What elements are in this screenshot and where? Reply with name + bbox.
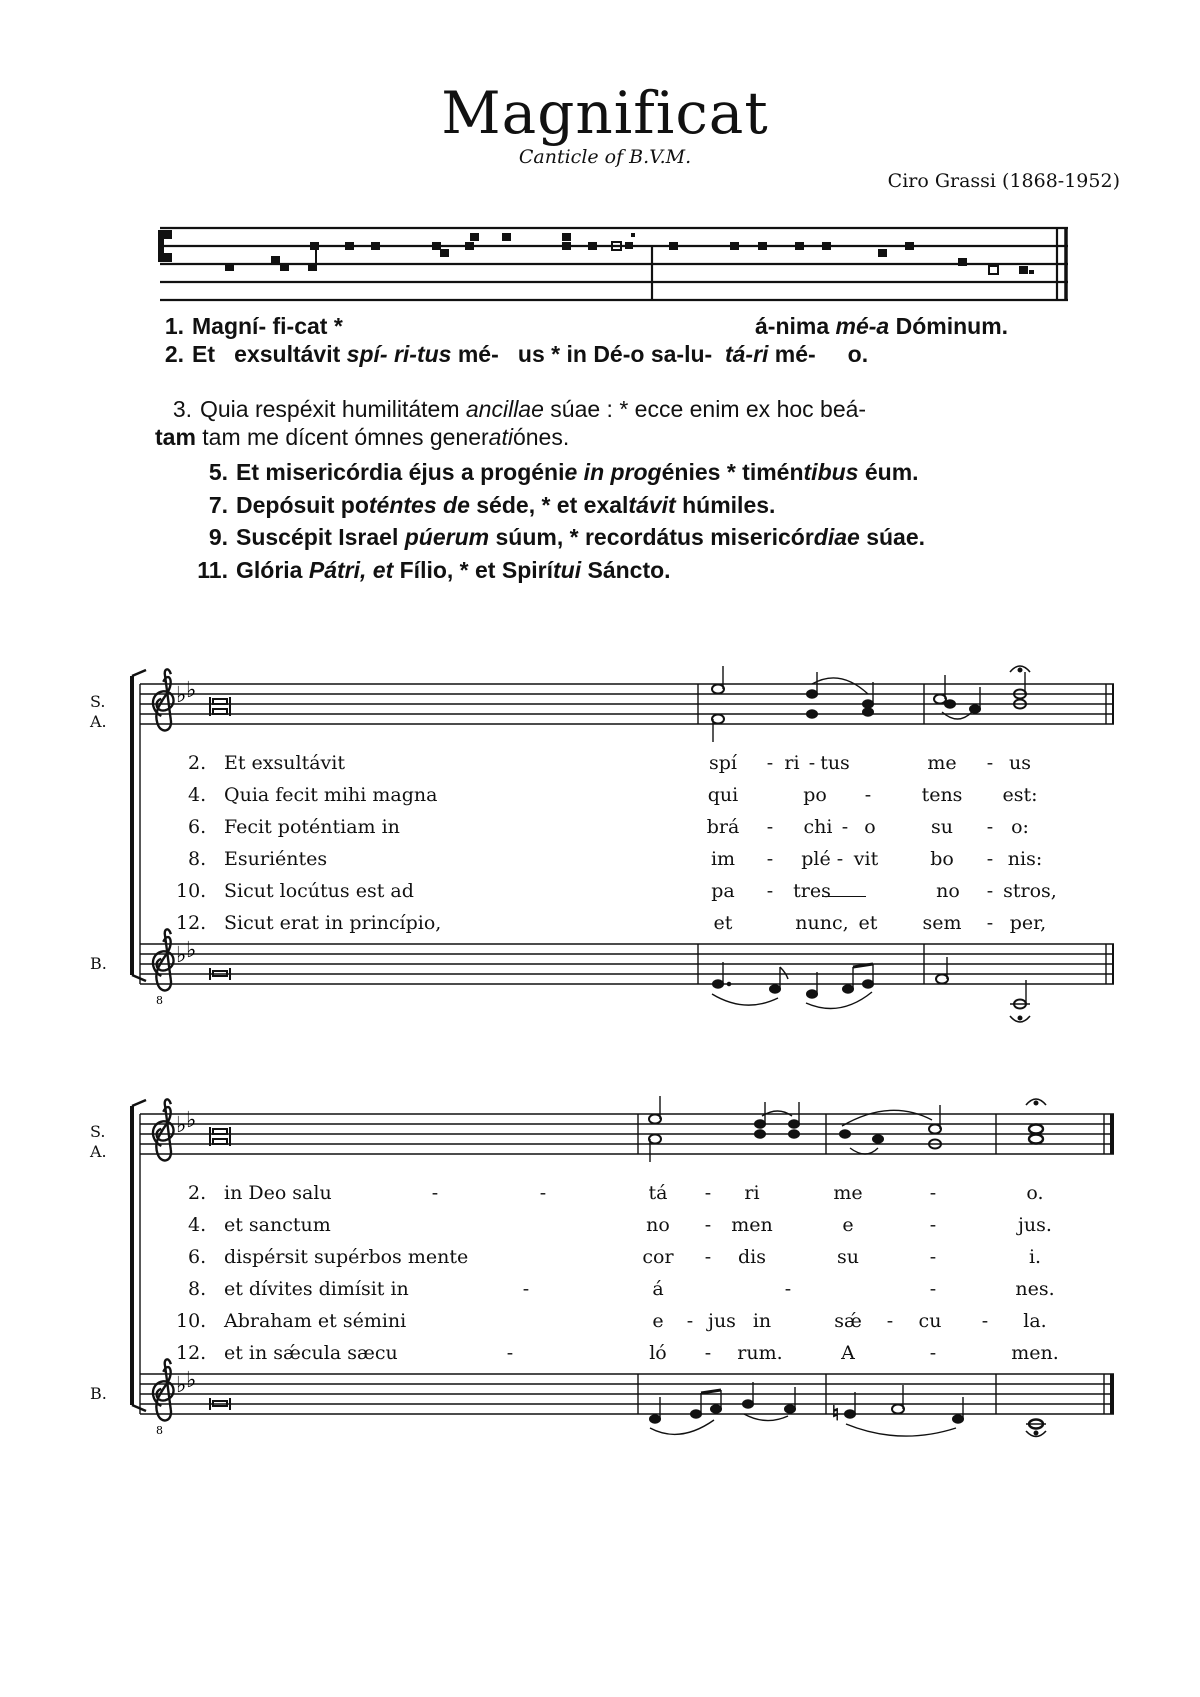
breve-chord-icon (210, 697, 230, 716)
verse-num: 6. (188, 1246, 207, 1268)
lyric-syllable: spí (709, 752, 737, 774)
lyric-syllable: et (713, 912, 733, 934)
verse-text: Abraham et sémini (224, 1310, 407, 1332)
hyphen: - (986, 752, 994, 774)
verse-num: 8. (188, 848, 207, 870)
verse-num: 8. (188, 1278, 207, 1300)
hyphen: - (929, 1278, 937, 1300)
lyric-syllable: cor (642, 1246, 674, 1268)
hyphen: - (929, 1342, 937, 1364)
flat-icon: ♭ (176, 1373, 187, 1398)
lyric-syllable: pa (711, 880, 735, 902)
lyric-syllable: ló (649, 1342, 667, 1364)
hyphen: - (539, 1182, 547, 1204)
lyric-syllable: bo (930, 848, 954, 870)
lyric-syllable: tens (921, 784, 963, 806)
hyphen: - (841, 816, 849, 838)
part-label-alto: A. (90, 1142, 107, 1161)
verse-text: Sicut erat in princípio, (224, 912, 442, 934)
breve-chord-icon (210, 1127, 230, 1146)
subtitle: Canticle of B.V.M. (518, 146, 692, 168)
svg-text:8: 8 (156, 994, 163, 1007)
part-label-bass: B. (90, 954, 107, 973)
flat-icon: ♭ (186, 938, 197, 963)
lyric-syllable: sem (922, 912, 962, 934)
lyric-syllable: men. (1011, 1342, 1059, 1364)
hyphen: - (704, 1214, 712, 1236)
verse-text: in Deo salu (224, 1182, 332, 1204)
verse-text: Et exsultávit (224, 752, 345, 774)
lyric-syllable: tus (820, 752, 850, 774)
system-bracket-icon (132, 670, 146, 984)
lyric-syllable: chi (803, 816, 833, 838)
lyric-syllable: jus. (1018, 1214, 1052, 1236)
flat-icon: ♭ (186, 1368, 197, 1393)
hyphen: - (766, 848, 774, 870)
hyphen: - (836, 848, 844, 870)
chant-verse-2: 2. Et exsultávit spí- ri-tus mé- us * in Dé-o sa-lu- tá-ri mé- o. (164, 341, 869, 367)
system1-b-staff (140, 944, 1114, 984)
hyphen: - (929, 1214, 937, 1236)
flat-icon: ♭ (176, 683, 187, 708)
system-bracket-icon (132, 1100, 146, 1414)
verse-text: Quia fecit mihi magna (224, 784, 438, 806)
lyric-syllable: la. (1023, 1310, 1047, 1332)
treble-clef-icon (153, 1099, 174, 1160)
flat-icon: ♭ (186, 678, 197, 703)
chant-verse-3: 3. Quia respéxit humilitátem ancillae súae : * ecce enim ex hoc beá- (172, 396, 867, 422)
lyric-syllable: men (731, 1214, 773, 1236)
system2-b-staff (140, 1374, 1114, 1414)
b-notes-s2 (650, 1382, 1047, 1437)
lyric-syllable: o (864, 816, 876, 838)
b-notes-m1 (712, 962, 874, 1008)
lyric-syllable: sǽ (834, 1310, 862, 1332)
lyric-syllable: dis (738, 1246, 766, 1268)
flat-icon: ♭ (186, 1108, 197, 1133)
hyphen: - (431, 1182, 439, 1204)
lyric-syllable: et (858, 912, 878, 934)
lyric-syllable: i. (1028, 1246, 1042, 1268)
chant-verse-5: 5. Et misericórdia éjus a progénie in progénies * timéntibus éum. (208, 459, 919, 485)
hyphen: - (864, 784, 872, 806)
chant-verse-11: 11. Glória Pátri, et Fílio, * et Spirítui Sáncto. (197, 557, 671, 583)
verse-text: et in sǽcula sæcu (224, 1342, 398, 1364)
verse-text: dispérsit supérbos mente (224, 1246, 469, 1268)
hyphen: - (886, 1310, 894, 1332)
hyphen: - (704, 1182, 712, 1204)
verse-text: et dívites dimísit in (224, 1278, 409, 1300)
verse-num: 4. (188, 784, 207, 806)
flat-icon: ♭ (176, 943, 187, 968)
lyric-syllable: tá (648, 1182, 668, 1204)
hyphen: - (929, 1182, 937, 1204)
verse-num: 2. (188, 1182, 207, 1204)
lyric-syllable: e (842, 1214, 854, 1236)
lyric-syllable: jus (708, 1310, 736, 1332)
b-notes-m2 (936, 957, 1030, 1022)
treble-8-clef-icon (153, 1359, 174, 1420)
system1-sa-staff (140, 684, 1114, 724)
hyphen: - (766, 880, 774, 902)
lyric-syllable: plé (801, 848, 831, 870)
hyphen: - (766, 816, 774, 838)
lyric-syllable: me (833, 1182, 863, 1204)
lyric-syllable: im (710, 848, 736, 870)
hyphen: - (784, 1278, 792, 1300)
verse-num: 6. (188, 816, 207, 838)
system2-sa-staff (140, 1114, 1114, 1154)
lyric-syllable: est: (1002, 784, 1038, 806)
part-label-soprano: S. (90, 692, 106, 711)
lyric-syllable: nes. (1015, 1278, 1055, 1300)
chant-verse-1-end: á-nima mé-a Dóminum. (755, 313, 1009, 339)
hyphen: - (808, 752, 816, 774)
part-label-alto: A. (90, 712, 107, 731)
hyphen: - (766, 752, 774, 774)
hyphen: - (522, 1278, 530, 1300)
svg-text:8: 8 (156, 1424, 163, 1437)
lyric-syllable: nunc, (795, 912, 849, 934)
chant-verse-9: 9. Suscépit Israel púerum súum, * recordátus misericórdiae súae. (208, 524, 926, 550)
hyphen: - (506, 1342, 514, 1364)
verse-text: Sicut locútus est ad (224, 880, 414, 902)
verse-text: et sanctum (224, 1214, 331, 1236)
verse-num: 12. (176, 912, 207, 934)
lyric-syllable: e (652, 1310, 664, 1332)
hyphen: - (986, 912, 994, 934)
lyric-syllable: ri (784, 752, 800, 774)
verse-num: 10. (176, 880, 207, 902)
verse-text: Fecit poténtiam in (224, 816, 400, 838)
hyphen: - (981, 1310, 989, 1332)
flat-icon: ♭ (176, 1113, 187, 1138)
lyric-syllable: su (837, 1246, 859, 1268)
verse-num: 10. (176, 1310, 207, 1332)
lyric-syllable: tres (793, 880, 831, 902)
lyric-syllable: o. (1026, 1182, 1044, 1204)
natural-icon: ♮ (832, 1401, 840, 1425)
composer: Ciro Grassi (1868-1952) (887, 170, 1120, 192)
hyphen: - (929, 1246, 937, 1268)
chant-verse-3-cont: tam tam me dícent ómnes generatiónes. (155, 424, 570, 450)
sa-notes-m2 (934, 666, 1030, 719)
part-label-soprano: S. (90, 1122, 106, 1141)
hyphen: - (986, 848, 994, 870)
lyric-syllable: vit (853, 848, 879, 870)
melisma-line (822, 896, 866, 897)
lyric-syllable: nis: (1007, 848, 1043, 870)
lyric-syllable: us (1009, 752, 1031, 774)
verse-num: 12. (176, 1342, 207, 1364)
lyric-syllable: A (841, 1342, 855, 1364)
hyphen: - (704, 1246, 712, 1268)
lyric-syllable: su (931, 816, 953, 838)
lyric-syllable: qui (707, 784, 739, 806)
verse-num: 4. (188, 1214, 207, 1236)
lyric-syllable: cu (918, 1310, 942, 1332)
verse-num: 2. (188, 752, 207, 774)
hyphen: - (986, 816, 994, 838)
lyric-syllable: per, (1009, 912, 1047, 934)
lyric-syllable: in (752, 1310, 772, 1332)
treble-8-clef-icon (153, 929, 174, 990)
lyric-syllable: no (936, 880, 960, 902)
part-label-bass: B. (90, 1384, 107, 1403)
lyric-syllable: me (927, 752, 957, 774)
chant-verse-1: 1. Magní- fi-cat * (164, 313, 343, 339)
lyric-syllable: no (646, 1214, 670, 1236)
lyric-syllable: stros, (1003, 880, 1057, 902)
hyphen: - (704, 1342, 712, 1364)
treble-clef-icon (153, 669, 174, 730)
lyric-syllable: o: (1011, 816, 1029, 838)
lyric-syllable: rum. (737, 1342, 783, 1364)
verse-text: Esuriéntes (224, 848, 328, 870)
chant-verse-7: 7. Depósuit poténtes de séde, * et exaltávit húmiles. (208, 492, 776, 518)
lyric-syllable: po (803, 784, 827, 806)
page-title: Magnificat (441, 79, 769, 147)
hyphen: - (986, 880, 994, 902)
lyric-syllable: ri (744, 1182, 760, 1204)
lyric-syllable: á (652, 1278, 664, 1300)
lyric-syllable: brá (706, 816, 740, 838)
hyphen: - (686, 1310, 694, 1332)
sa-notes-s2 (649, 1096, 1046, 1162)
